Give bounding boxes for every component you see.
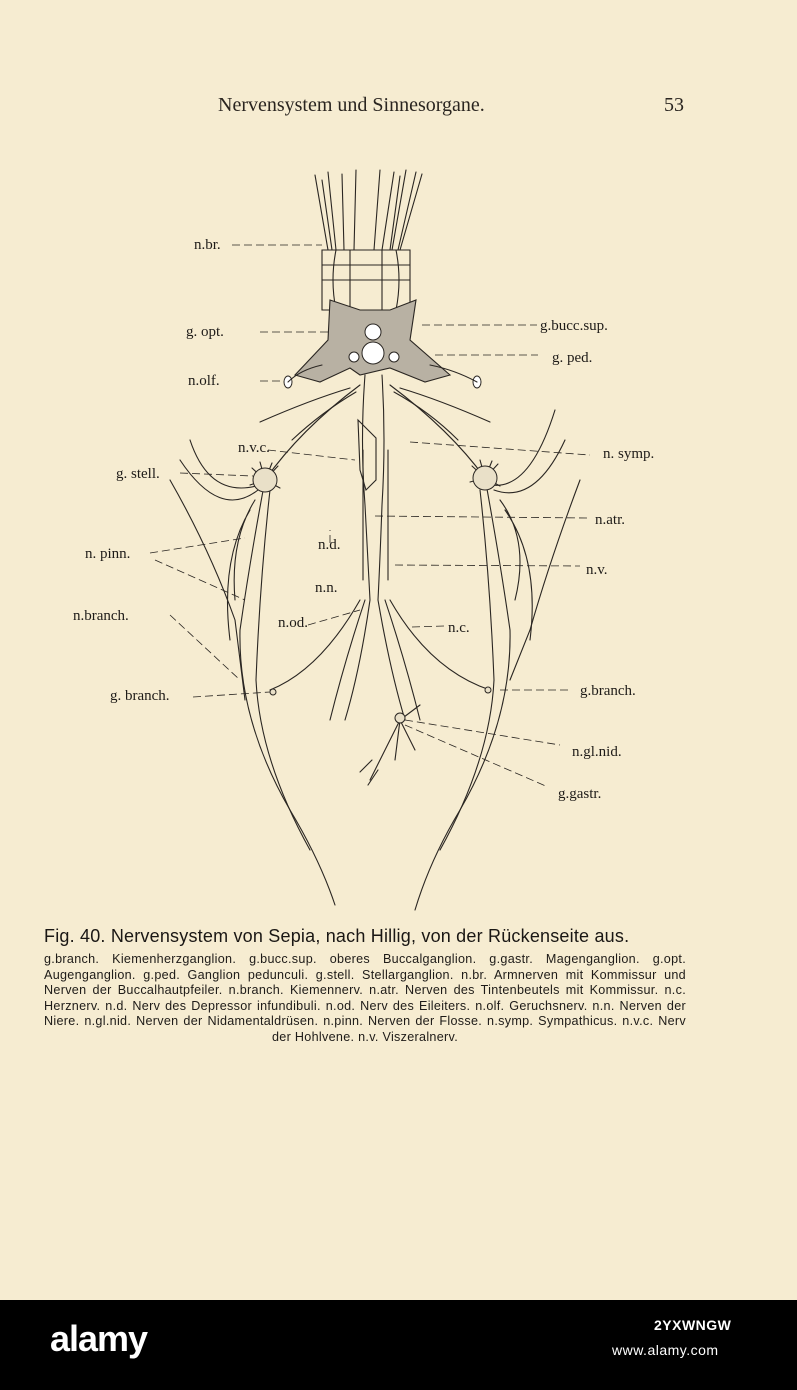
running-title: Nervensystem und Sinnesorgane. bbox=[218, 94, 485, 116]
label-n-pinn: n. pinn. bbox=[85, 546, 131, 562]
label-g-ped: g. ped. bbox=[552, 350, 593, 366]
label-n-n: n.n. bbox=[315, 580, 338, 596]
label-n-gl-nid: n.gl.nid. bbox=[572, 744, 622, 760]
label-n-branch: n.branch. bbox=[73, 608, 129, 624]
label-g-gastr: g.gastr. bbox=[558, 786, 602, 802]
alamy-logo: alamy bbox=[50, 1318, 148, 1359]
image-id: 2YXWNGW bbox=[654, 1317, 732, 1333]
figure-caption-legend: g.branch. Kiemenherzganglion. g.bucc.sup. oberes Buccalganglion. g.gastr. Magenganglion. g.opt. Augenganglion. g.ped. Ganglion pedunculi. g.stell. Stellarganglion. n.br. Armnerven mit Kommissur und Nerven der Buccalhautpfeiler. n.branch. Kiemennerv. n.atr. Nerven des Tintenbeutels mit Kommissur. n.c. Herznerv. n.d. Nerv des Depressor infundibuli. n.od. Nerv des Eileiters. n.olf. Geruchsnerv. n.n. Nerven der Niere. n.gl.nid. Nerven der Nidamentaldrüsen. n.pinn. Nerven der Flosse. n.symp. Sympathicus. n.v.c. Nerv der Hohlvene. n.v. Viszeralnerv. bbox=[44, 952, 686, 1044]
running-head bbox=[0, 94, 797, 118]
label-n-od: n.od. bbox=[278, 615, 308, 631]
label-n-atr: n.atr. bbox=[595, 512, 625, 528]
label-n-br: n.br. bbox=[194, 237, 221, 253]
label-n-symp: n. symp. bbox=[603, 446, 655, 462]
label-n-d: n.d. bbox=[318, 537, 341, 553]
label-g-branch-right: g.branch. bbox=[580, 683, 636, 699]
label-n-olf: n.olf. bbox=[188, 373, 220, 389]
label-g-bucc-sup: g.bucc.sup. bbox=[540, 318, 608, 334]
label-n-c: n.c. bbox=[448, 620, 470, 636]
label-n-v: n.v. bbox=[586, 562, 608, 578]
label-g-branch-left: g. branch. bbox=[110, 688, 170, 704]
sepia-nervous-system-illustration bbox=[60, 160, 740, 920]
label-n-v-c: n.v.c. bbox=[238, 440, 270, 456]
label-g-opt: g. opt. bbox=[186, 324, 224, 340]
label-g-stell: g. stell. bbox=[116, 466, 160, 482]
nervous-system-figure bbox=[60, 160, 740, 920]
watermark-url: www.alamy.com bbox=[612, 1342, 719, 1358]
page-number: 53 bbox=[664, 94, 684, 116]
figure-caption-title: Fig. 40. Nervensystem von Sepia, nach Hillig, von der Rückenseite aus. bbox=[44, 926, 630, 946]
